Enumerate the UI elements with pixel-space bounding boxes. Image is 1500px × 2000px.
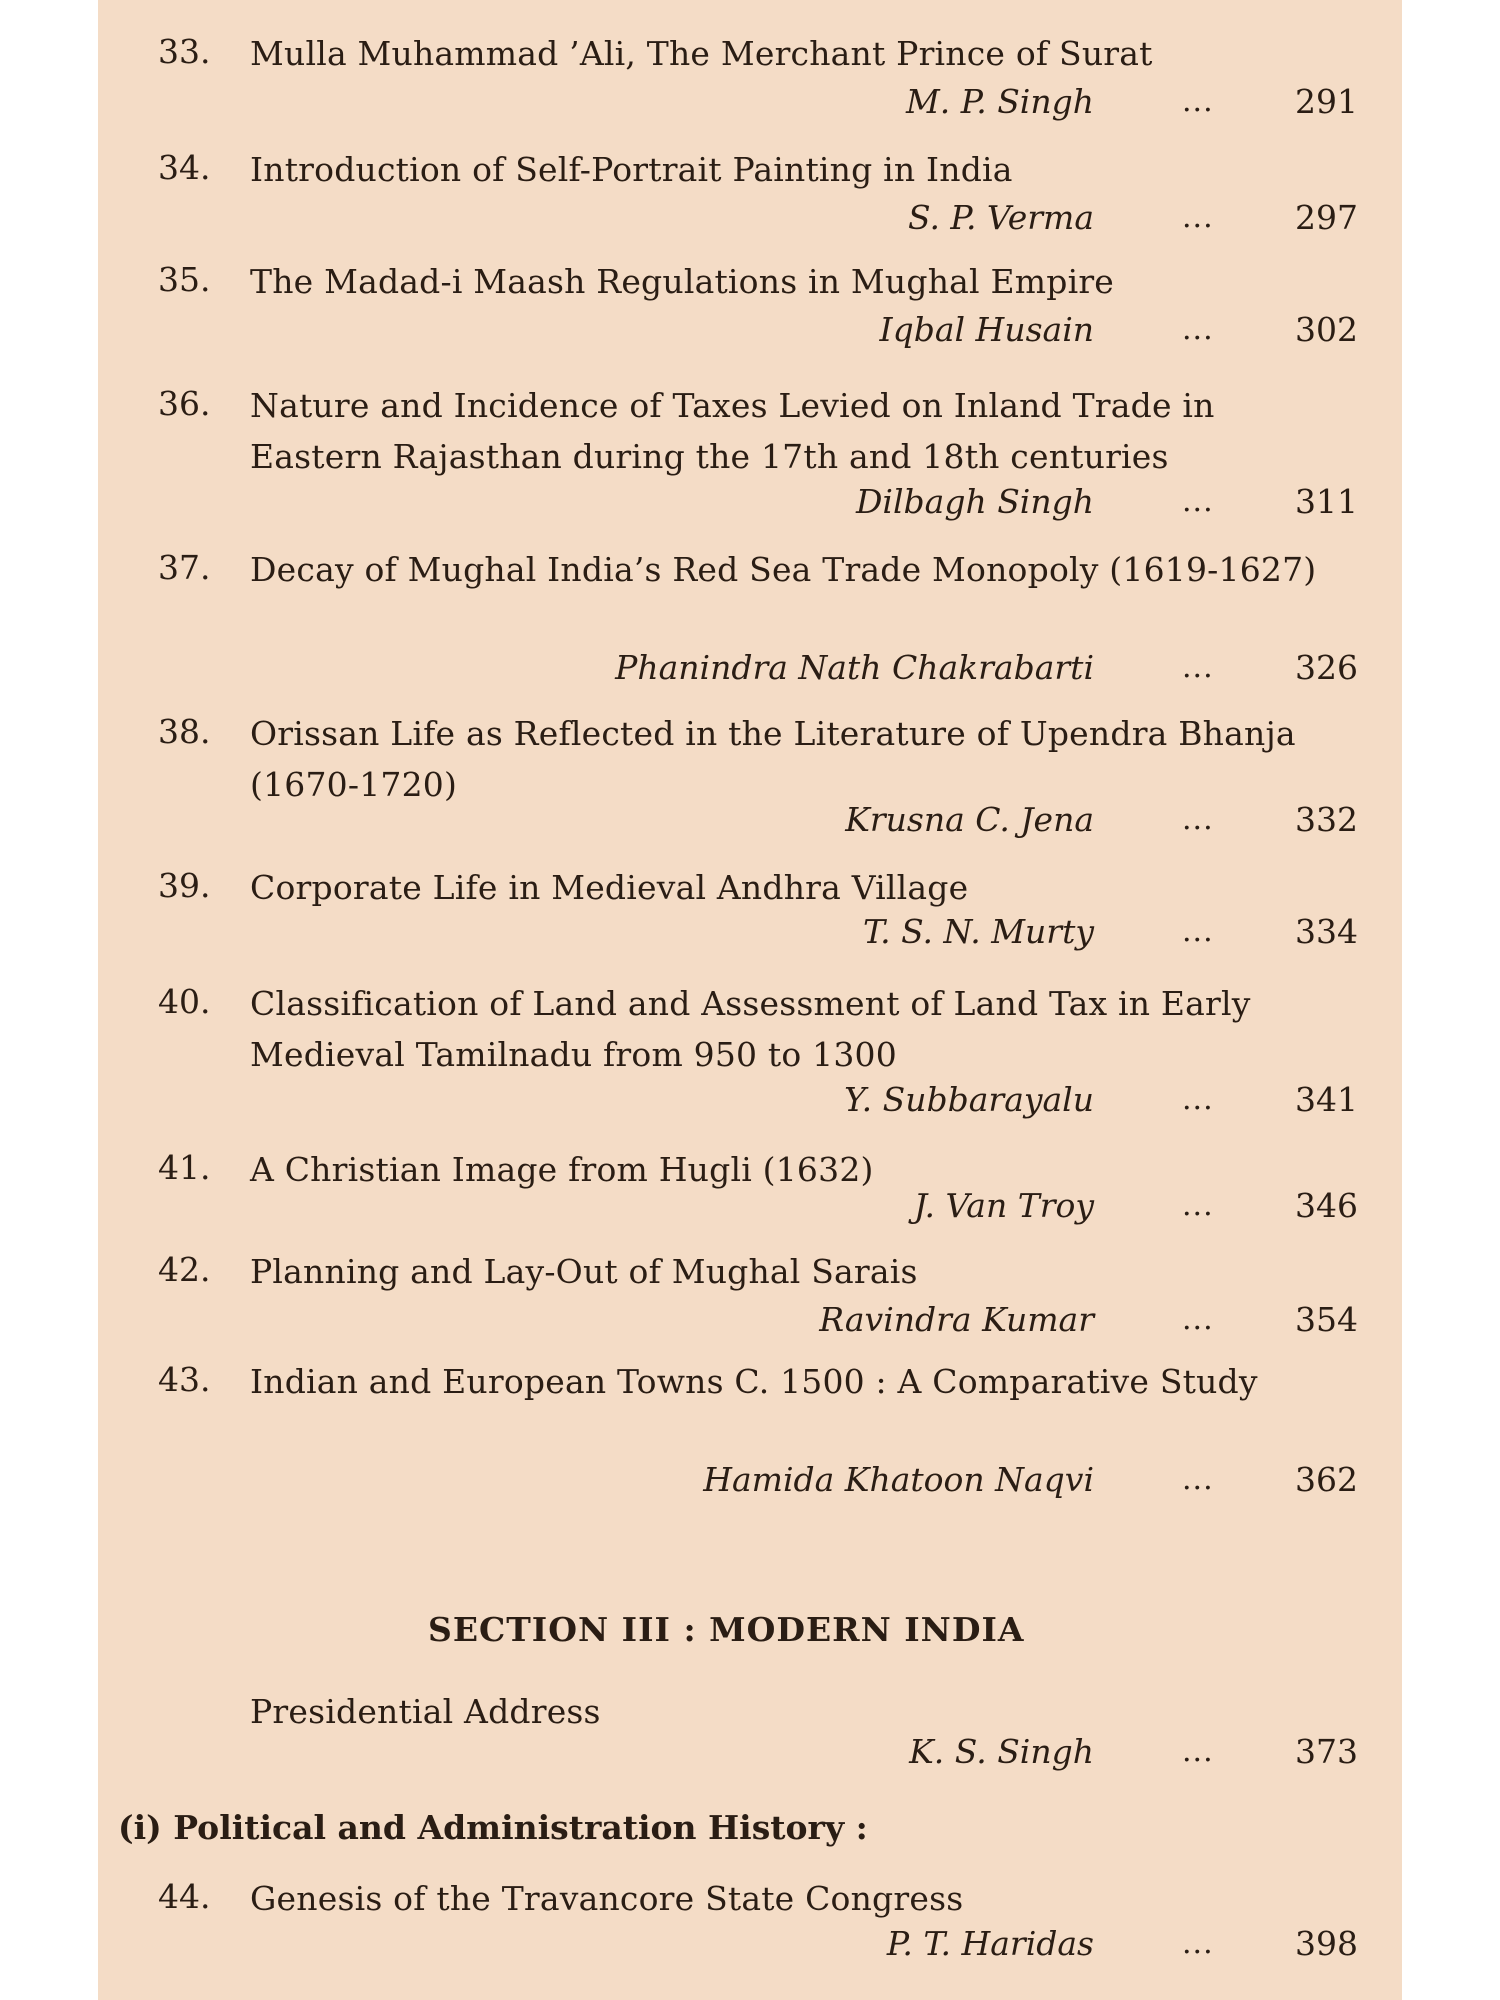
leader-dots: ...: [1182, 200, 1214, 235]
entry-author: T. S. N. Murty: [862, 912, 1094, 951]
entry-number: 33.: [158, 32, 211, 71]
leader-dots: ...: [1182, 1302, 1214, 1337]
entry-title: Nature and Incidence of Taxes Levied on Inland Trade in Eastern Rajasthan during the 17th and 18th centuries: [250, 386, 1215, 476]
entry-title: Planning and Lay-Out of Mughal Sarais: [250, 1252, 918, 1291]
entry-author: J. Van Troy: [913, 1186, 1094, 1225]
entry-author: P. T. Haridas: [886, 1924, 1094, 1963]
entry-number: 39.: [158, 866, 211, 905]
entry-number: 41.: [158, 1148, 211, 1187]
entry-title: Orissan Life as Reflected in the Literature of Upendra Bhanja (1670-1720): [250, 714, 1296, 804]
entry-page: 373: [1295, 1732, 1358, 1771]
leader-dots: ...: [1182, 484, 1214, 519]
leader-dots: ...: [1182, 1926, 1214, 1961]
leader-dots: ...: [1182, 1188, 1214, 1223]
leader-dots: ...: [1182, 914, 1214, 949]
entry-page: 297: [1295, 198, 1358, 237]
leader-dots: ...: [1182, 802, 1214, 837]
entry-page: 291: [1295, 82, 1358, 121]
entry-title: Decay of Mughal India’s Red Sea Trade Monopoly (1619-1627): [250, 550, 1317, 589]
leader-dots: ...: [1182, 84, 1214, 119]
entry-author: K. S. Singh: [909, 1732, 1094, 1771]
entry-author: Phanindra Nath Chakrabarti: [615, 648, 1094, 687]
entry-title: Genesis of the Travancore State Congress: [250, 1879, 964, 1918]
entry-title: Classification of Land and Assessment of Land Tax in Early Medieval Tamilnadu from 950 to 1300: [250, 984, 1251, 1074]
entry-author: S. P. Verma: [908, 198, 1094, 237]
entry-author: Iqbal Husain: [879, 310, 1094, 349]
entry-number: 34.: [158, 148, 211, 187]
entry-author: M. P. Singh: [905, 82, 1094, 121]
entry-page: 326: [1295, 648, 1358, 687]
entry-number: 37.: [158, 548, 211, 587]
entry-page: 332: [1295, 800, 1358, 839]
entry-number: 44.: [158, 1877, 211, 1916]
leader-dots: ...: [1182, 1734, 1214, 1769]
entry-number: 38.: [158, 712, 211, 751]
entry-title: Presidential Address: [250, 1692, 601, 1731]
entry-number: 35.: [158, 260, 211, 299]
entry-title: Indian and European Towns C. 1500 : A Comparative Study: [250, 1362, 1258, 1401]
entry-author: Ravindra Kumar: [819, 1300, 1094, 1339]
entry-number: 42.: [158, 1250, 211, 1289]
contents-page: [98, 0, 1402, 2000]
entry-number: 43.: [158, 1360, 211, 1399]
entry-author: Hamida Khatoon Naqvi: [703, 1460, 1094, 1499]
entry-author: Krusna C. Jena: [845, 800, 1094, 839]
entry-page: 398: [1295, 1924, 1358, 1963]
entry-page: 354: [1295, 1300, 1358, 1339]
entry-number: 40.: [158, 982, 211, 1021]
entry-number: 36.: [158, 384, 211, 423]
leader-dots: ...: [1182, 1462, 1214, 1497]
entry-title: The Madad-i Maash Regulations in Mughal Empire: [250, 262, 1115, 301]
entry-page: 346: [1295, 1186, 1358, 1225]
leader-dots: ...: [1182, 650, 1214, 685]
leader-dots: ...: [1182, 1082, 1214, 1117]
entry-page: 362: [1295, 1460, 1358, 1499]
entry-page: 302: [1295, 310, 1358, 349]
entry-title: Introduction of Self-Portrait Painting in India: [250, 150, 1013, 189]
entry-author: Y. Subbarayalu: [844, 1080, 1094, 1119]
entry-page: 341: [1295, 1080, 1358, 1119]
entry-page: 334: [1295, 912, 1358, 951]
entry-author: Dilbagh Singh: [855, 482, 1094, 521]
section-heading: SECTION III : MODERN INDIA: [428, 1610, 1025, 1649]
entry-title: Corporate Life in Medieval Andhra Village: [250, 868, 969, 907]
entry-title: A Christian Image from Hugli (1632): [250, 1150, 874, 1189]
entry-title: Mulla Muhammad ’Ali, The Merchant Prince of Surat: [250, 34, 1153, 73]
subsection-heading: (i) Political and Administration History :: [118, 1808, 868, 1847]
leader-dots: ...: [1182, 312, 1214, 347]
entry-page: 311: [1295, 482, 1358, 521]
